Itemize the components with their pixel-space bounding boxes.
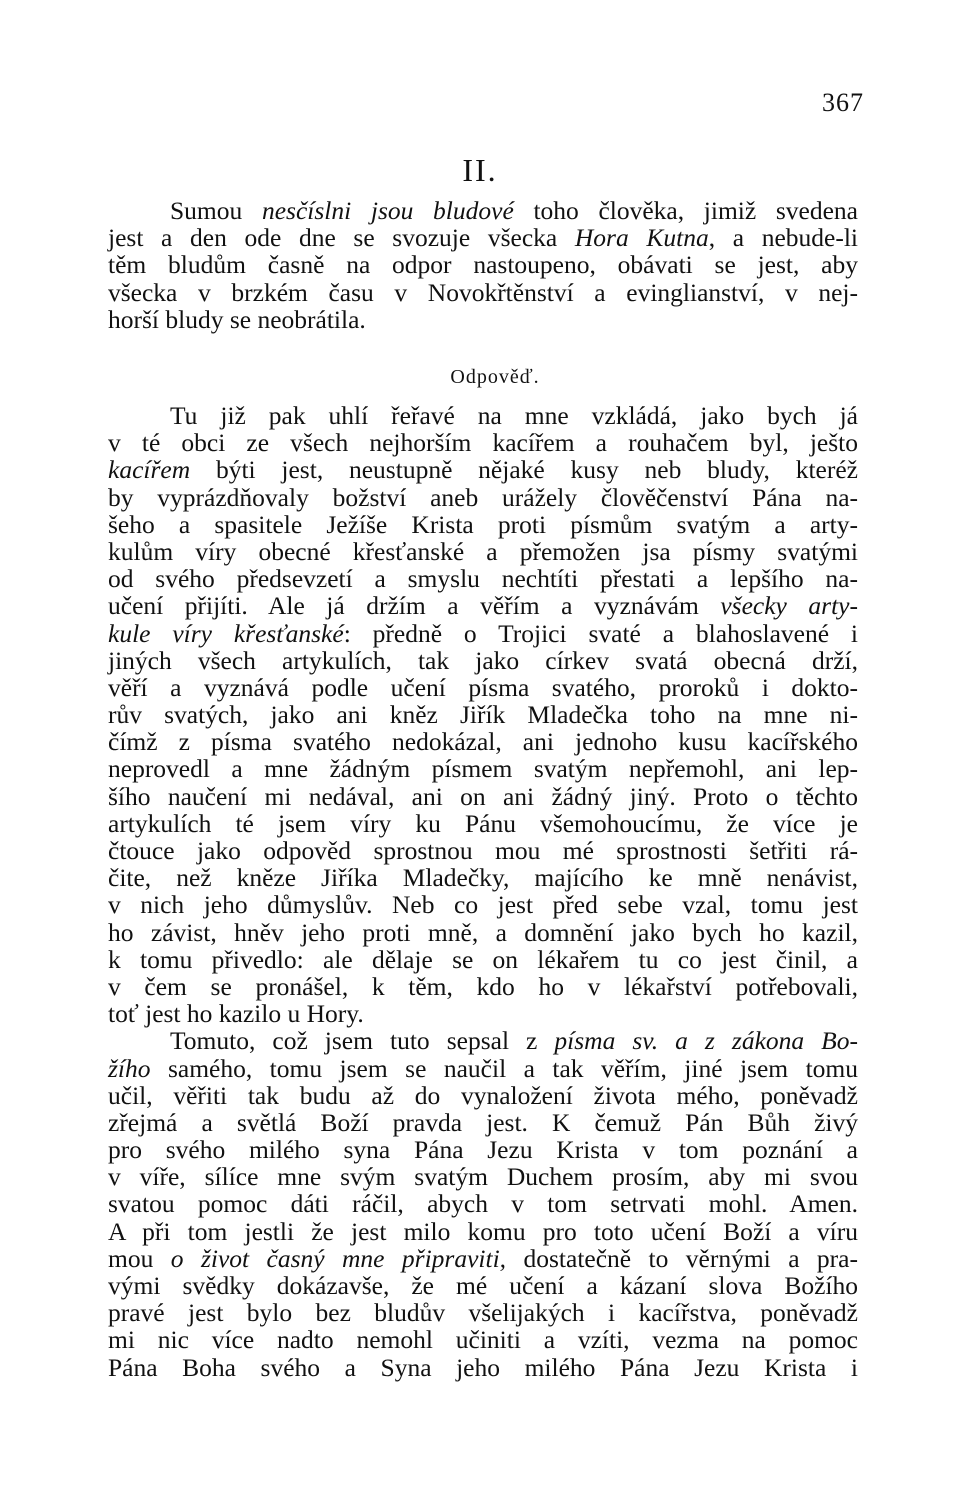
text-segment: , a nebude-li [708, 223, 859, 253]
text-segment: mou [108, 1243, 171, 1273]
text-line [108, 728, 858, 755]
reply-heading: Odpověď. [450, 366, 540, 388]
text-segment: by vyprázdňovaly božství aneb urážely člověčenství Pána na- [108, 482, 858, 512]
paragraph-reply [108, 402, 858, 1381]
italic-text: písma sv. a z zákona Bo- [554, 1026, 858, 1056]
text-segment: od svého předsevzetí a smyslu nechtíti přestati a lepšího na- [108, 564, 858, 594]
text-line [108, 1272, 858, 1299]
text-line [108, 1218, 858, 1245]
text-segment: pro svého milého syna Pána Jezu Krista v tom poznání a [108, 1135, 858, 1165]
text-segment: v té obci ze všech nejhorším kacířem a rouhačem byl, ješto [108, 428, 858, 458]
italic-text: všecky arty- [720, 591, 858, 621]
text-line [108, 1082, 858, 1109]
text-segment: vými svědky dokázavše, že mé učení a kázaní slova Božího [108, 1271, 858, 1300]
italic-text: Hora Kutna [574, 223, 709, 253]
text-line [108, 1354, 858, 1381]
text-line [108, 973, 858, 1000]
text-line [108, 1163, 858, 1190]
text-line [108, 224, 858, 251]
text-line [108, 306, 858, 333]
text-line [108, 511, 858, 538]
text-segment: Tu již pak uhlí řeřavé na mne vzkládá, jako bych já [170, 401, 858, 430]
text-line [108, 674, 858, 701]
text-line [108, 1027, 858, 1054]
text-line [108, 1190, 858, 1217]
text-segment: šeho a spasitele Ježíše Krista proti písmům svatým a arty- [108, 509, 858, 539]
text-line [108, 864, 858, 891]
text-line [108, 1109, 858, 1136]
text-segment: Sumou [170, 196, 262, 225]
text-segment: toho člověka, jimiž svedena [513, 196, 858, 225]
text-segment: horší bludy se neobrátila. [108, 304, 366, 334]
text-segment: Tomuto, což jsem tuto sepsal z [170, 1026, 555, 1056]
text-line [108, 1299, 858, 1326]
text-line [108, 837, 858, 864]
text-line [108, 565, 858, 592]
text-segment: čímž z písma svatého nedokázal, ani jednoho kusu kacířského [108, 727, 858, 757]
text-line [108, 429, 858, 456]
text-segment: dostatečně to věrnými a pra- [506, 1243, 858, 1273]
italic-text: nesčíslni jsou bludové [261, 196, 514, 225]
text-segment: A při tom jestli že jest milo komu pro toto učení Boží a víru [108, 1216, 858, 1246]
text-segment: artykulích té jsem víry ku Pánu všemohoucímu, že více je [108, 808, 858, 838]
text-line [108, 946, 858, 973]
text-segment: Pána Boha svého a Syna jeho milého Pána Jezu Krista i [108, 1352, 858, 1382]
text-line [108, 197, 858, 224]
text-segment: v nich jeho důmyslův. Neb co jest před sebe vzal, tomu jest [108, 890, 858, 920]
text-line [108, 919, 858, 946]
text-line [108, 484, 858, 511]
page-number: 367 [822, 88, 864, 117]
text-segment: těm bludům časně na odpor nastoupeno, obávati se jest, aby [108, 250, 858, 280]
text-segment: učení přijíti. Ale já držím a věřím a vyznávám [108, 591, 721, 621]
text-segment: mi nic více nadto nemohl učiniti a vzíti, vezma na pomoc [108, 1325, 858, 1355]
italic-text: kacířem [108, 455, 191, 485]
text-line [108, 538, 858, 565]
text-line [108, 755, 858, 782]
text-segment: k tomu přivedlo: ale dělaje se on lékařem tu co jest činil, a [108, 944, 858, 974]
italic-text: o život časný mne připraviti, [170, 1243, 507, 1273]
section-heading: II. [462, 152, 498, 188]
paragraph-intro [108, 197, 858, 333]
text-line [108, 620, 858, 647]
text-segment: v čem se pronášel, k těm, kdo ho v lékařství potřebovali, [108, 971, 858, 1001]
text-segment: kulům víry obecné křesťanské a přemožen jsa písmy svatými [108, 536, 858, 566]
text-segment: ho závist, hněv jeho proti mně, a domnění jako bych ho kazil, [108, 917, 858, 947]
text-line [108, 1326, 858, 1353]
text-line [108, 701, 858, 728]
text-segment: všecka v brzkém času v Novokřtěnství a evinglianství, v nej- [108, 277, 858, 307]
text-line [108, 647, 858, 674]
text-line [108, 783, 858, 810]
text-line [108, 592, 858, 619]
text-line [108, 810, 858, 837]
text-segment: býti jest, neustupně nějaké kusy neb bludy, kteréž [190, 455, 858, 485]
text-segment: : předně o Trojici svaté a blahoslavené i [343, 618, 858, 648]
text-line [108, 1000, 858, 1027]
text-segment: v víře, sílíce mne svým svatým Duchem prosím, aby mi svou [108, 1162, 858, 1192]
text-line [108, 279, 858, 306]
text-segment: čite, než kněze Jiříka Mladečky, majícího ke mně nenávist, [108, 863, 858, 893]
text-segment: jiných všech artykulích, tak jako církev svatá obecná drží, [108, 645, 858, 675]
text-line [108, 1055, 858, 1082]
text-segment: zřejmá a světlá Boží pravda jest. K čemuž Pán Bůh živý [108, 1107, 858, 1137]
text-segment: toť jest ho kazilo u Hory. [108, 999, 364, 1029]
text-segment: učil, věřiti tak budu až do vynaložení života mého, poněvadž [108, 1080, 858, 1110]
text-segment: jest a den ode dne se svozuje všecka [108, 223, 575, 253]
text-segment: šího naučení mi nedával, ani on ani žádný jiný. Proto o těchto [108, 781, 858, 811]
text-segment: svatou pomoc dáti ráčil, abych v tom setrvati mohl. Amen. [108, 1189, 858, 1219]
italic-text: kule víry křesťanské [108, 618, 344, 648]
text-line [108, 1136, 858, 1163]
italic-text: žího [108, 1053, 151, 1083]
text-line [108, 1245, 858, 1272]
text-segment: čtouce jako odpověd sprostnou mou mé sprostnosti šetřiti rá- [108, 836, 858, 865]
text-line [108, 402, 858, 429]
text-segment: věří a vyznává podle učení písma svatého, proroků i dokto- [108, 672, 858, 702]
text-segment: rův svatých, jako ani kněz Jiřík Mladečka toho na mne ni- [108, 700, 858, 730]
text-segment: pravé jest bylo bez bludův všelijakých i kacířstva, poněvadž [108, 1298, 858, 1328]
text-line [108, 891, 858, 918]
text-line [108, 456, 858, 483]
text-segment: neprovedl a mne žádným písmem svatým nepřemohl, ani lep- [108, 754, 858, 784]
text-segment: samého, tomu jsem se naučil a tak věřím, jiné jsem tomu [150, 1053, 858, 1083]
text-line [108, 251, 858, 278]
